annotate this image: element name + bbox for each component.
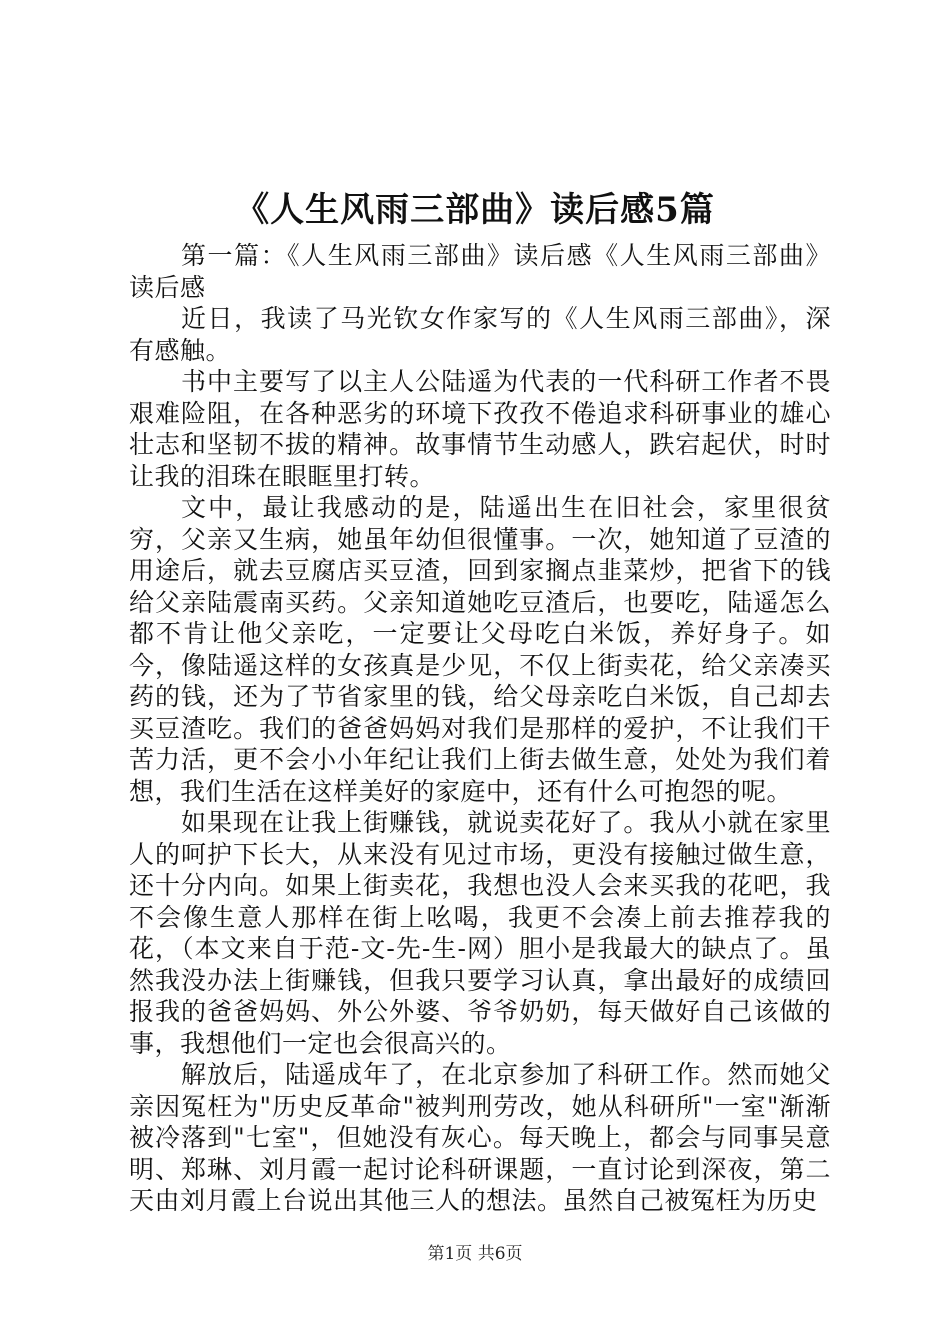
- paragraph-2: 近日，我读了马光钦女作家写的《人生风雨三部曲》，深有感触。: [129, 304, 831, 365]
- paragraph-1: 第一篇：《人生风雨三部曲》读后感《人生风雨三部曲》读后感: [129, 241, 831, 302]
- paragraph-6: 解放后，陆遥成年了，在北京参加了科研工作。然而她父亲因冤枉为"历史反革命"被判刑劳改，她从科研所"一室"渐渐被冷落到"七室"，但她没有灰心。每天晚上，都会与同事吴意明、郑琳、刘月霞一起讨论科研课题，一直讨论到深夜，第二天由刘月霞上台说出其他三人的想法。虽然自己被冤枉为历史: [129, 1060, 831, 1215]
- page-number-footer: 第1页 共6页: [427, 1244, 523, 1264]
- document-title: 《人生风雨三部曲》读后感5篇: [235, 190, 715, 230]
- document-body: [129, 240, 831, 1217]
- paragraph-4: 文中，最让我感动的是，陆遥出生在旧社会，家里很贫穷，父亲又生病，她虽年幼但很懂事。一次，她知道了豆渣的用途后，就去豆腐店买豆渣，回到家搁点韭菜炒，把省下的钱给父亲陆震南买药。父亲知道她吃豆渣后，也要吃，陆遥怎么都不肯让他父亲吃，一定要让父母吃白米饭，养好身子。如今，像陆遥这样的女孩真是少见，不仅上街卖花，给父亲凑买药的钱，还为了节省家里的钱，给父母亲吃白米饭，自己却去买豆渣吃。我们的爸爸妈妈对我们是那样的爱护，不让我们干苦力活，更不会小小年纪让我们上街去做生意，处处为我们着想，我们生活在这样美好的家庭中，还有什么可抱怨的呢。: [129, 493, 831, 806]
- paragraph-5: 如果现在让我上街赚钱，就说卖花好了。我从小就在家里人的呵护下长大，从来没有见过市场，更没有接触过做生意，还十分内向。如果上街卖花，我想也没人会来买我的花吧，我不会像生意人那样在街上吆喝，我更不会凑上前去推荐我的花，（本文来自于范-文-先-生-网）胆小是我最大的缺点了。虽然我没办法上街赚钱，但我只要学习认真，拿出最好的成绩回报我的爸爸妈妈、外公外婆、爷爷奶奶，每天做好自己该做的事，我想他们一定也会很高兴的。: [129, 808, 831, 1058]
- paragraph-3: 书中主要写了以主人公陆遥为代表的一代科研工作者不畏艰难险阻，在各种恶劣的环境下孜孜不倦追求科研事业的雄心壮志和坚韧不拔的精神。故事情节生动感人，跌宕起伏，时时让我的泪珠在眼眶里打转。: [129, 367, 831, 491]
